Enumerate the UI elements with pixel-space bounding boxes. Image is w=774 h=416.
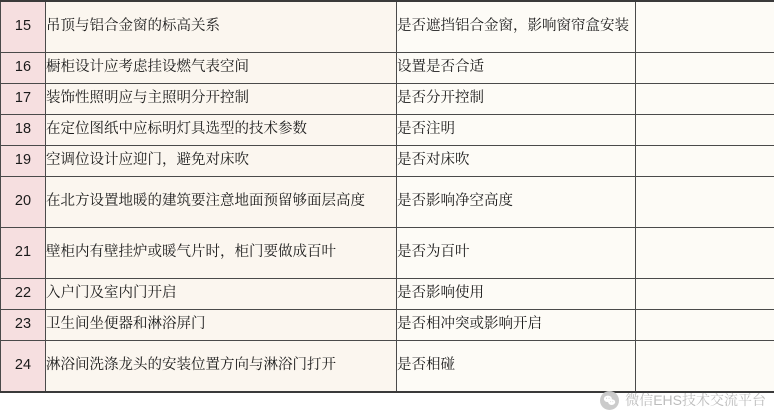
table-row (1, 53, 774, 84)
row-blank[interactable] (636, 115, 774, 146)
row-blank[interactable] (636, 279, 774, 310)
row-item (46, 177, 397, 228)
row-item-text: 橱柜设计应考虑挂设燃气表空间 (46, 59, 249, 76)
row-blank[interactable] (636, 146, 774, 177)
row-blank[interactable] (636, 228, 774, 279)
row-blank[interactable] (636, 341, 774, 393)
row-item-text: 卫生间坐便器和淋浴屏门 (46, 316, 206, 333)
row-item-text: 在北方设置地暖的建筑要注意地面预留够面层高度 (46, 193, 365, 210)
row-blank[interactable] (636, 310, 774, 341)
row-item (46, 146, 397, 177)
row-check-text: 设置是否合适 (397, 59, 484, 76)
row-number: 22 (1, 279, 46, 310)
row-blank[interactable] (636, 1, 774, 53)
row-item (46, 115, 397, 146)
row-item-text: 空调位设计应迎门，避免对床吹 (46, 152, 249, 169)
wechat-icon (600, 391, 619, 410)
row-number: 18 (1, 115, 46, 146)
table-row (1, 279, 774, 310)
row-check-text: 是否对床吹 (397, 152, 470, 169)
table-row (1, 1, 774, 53)
row-blank[interactable] (636, 84, 774, 115)
row-check (397, 1, 636, 53)
row-check-text: 是否影响使用 (397, 285, 484, 302)
row-number: 24 (1, 341, 46, 393)
row-check (397, 53, 636, 84)
row-check-text: 是否注明 (397, 121, 455, 138)
row-item (46, 1, 397, 53)
row-item-text: 吊顶与铝合金窗的标高关系 (46, 18, 220, 35)
row-number: 16 (1, 53, 46, 84)
row-number: 21 (1, 228, 46, 279)
row-item (46, 228, 397, 279)
row-check (397, 177, 636, 228)
row-check (397, 279, 636, 310)
table-row (1, 228, 774, 279)
row-check (397, 115, 636, 146)
row-item-text: 壁柜内有壁挂炉或暖气片时，柜门要做成百叶 (46, 244, 336, 261)
row-item-text: 入户门及室内门开启 (46, 285, 177, 302)
table-row (1, 341, 774, 393)
row-check-text: 是否遮挡铝合金窗，影响窗帘盒安装 (397, 18, 629, 35)
row-number: 15 (1, 1, 46, 53)
table-row (1, 310, 774, 341)
table-row (1, 177, 774, 228)
watermark-text: 微信EHS技术交流平台 (625, 392, 766, 408)
table-row (1, 84, 774, 115)
row-item (46, 310, 397, 341)
row-blank[interactable] (636, 53, 774, 84)
row-number: 23 (1, 310, 46, 341)
row-check (397, 146, 636, 177)
row-item (46, 279, 397, 310)
row-check (397, 84, 636, 115)
row-number: 17 (1, 84, 46, 115)
row-check-text: 是否分开控制 (397, 90, 484, 107)
row-item (46, 341, 397, 393)
row-check (397, 310, 636, 341)
row-check (397, 341, 636, 393)
row-item-text: 装饰性照明应与主照明分开控制 (46, 90, 249, 107)
row-check-text: 是否相碰 (397, 357, 455, 374)
row-check-text: 是否影响净空高度 (397, 193, 513, 210)
row-check (397, 228, 636, 279)
row-item (46, 53, 397, 84)
row-item-text: 在定位图纸中应标明灯具选型的技术参数 (46, 121, 307, 138)
table-body (1, 1, 774, 392)
watermark (600, 390, 766, 410)
row-number: 19 (1, 146, 46, 177)
table-row (1, 115, 774, 146)
row-check-text: 是否相冲突或影响开启 (397, 316, 542, 333)
row-number: 20 (1, 177, 46, 228)
row-item (46, 84, 397, 115)
row-check-text: 是否为百叶 (397, 244, 470, 261)
row-item-text: 淋浴间洗涤龙头的安装位置方向与淋浴门打开 (46, 357, 336, 374)
row-blank[interactable] (636, 177, 774, 228)
table-row (1, 146, 774, 177)
